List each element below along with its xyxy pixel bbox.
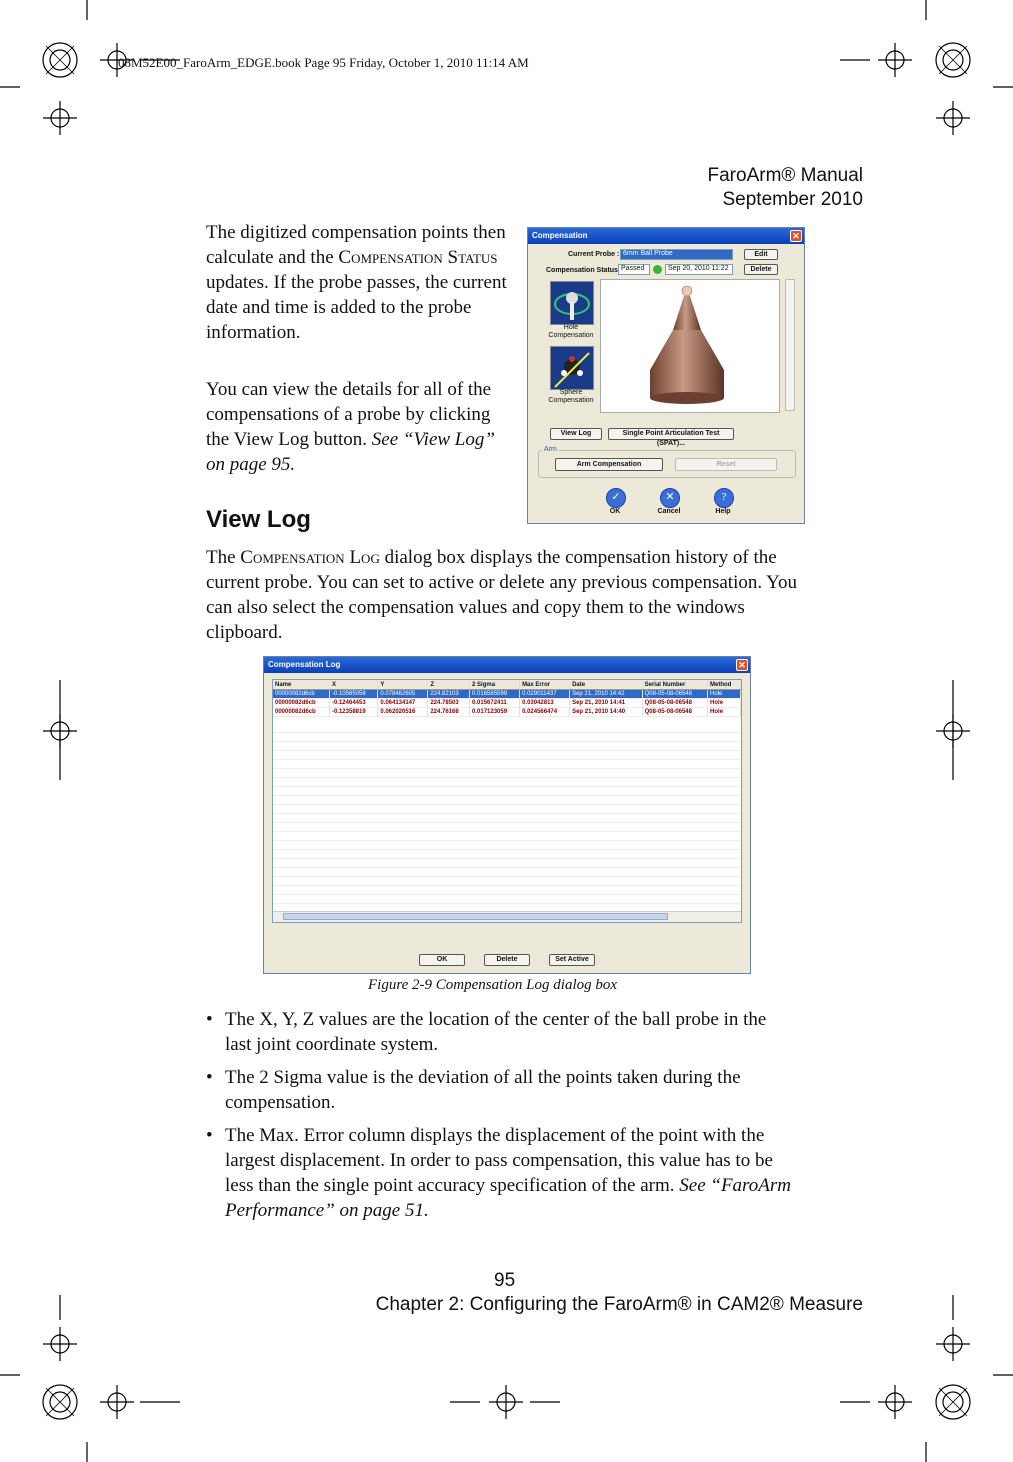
table-cell: Q08-05-08-06548 [642, 708, 707, 717]
col-serial-number[interactable]: Serial Number [642, 680, 707, 690]
col-max-error[interactable]: Max Error [520, 680, 570, 690]
table-cell: 0.017123059 [470, 708, 520, 717]
probe-3d-view [600, 279, 780, 413]
hole-compensation-label: Hole Compensation [548, 324, 594, 339]
table-cell: 0.029011437 [520, 690, 570, 699]
arm-group-label: Arm [544, 446, 557, 453]
status-date-field: Sep 20, 2010 11:22 [665, 264, 733, 275]
table-cell: 0.078462605 [378, 690, 428, 699]
chapter-footer: Chapter 2: Configuring the FaroArm® in CAM2® Measure [375, 1294, 863, 1315]
log-table-container [272, 679, 742, 923]
horizontal-scrollbar[interactable] [273, 911, 741, 922]
table-cell: -0.12464453 [329, 699, 377, 708]
table-cell: 00000082d6cb [273, 699, 329, 708]
view-log-button[interactable]: View Log [550, 428, 602, 440]
col-date[interactable]: Date [570, 680, 643, 690]
current-probe-label: Current Probe : [568, 251, 620, 258]
col-x[interactable]: X [329, 680, 377, 690]
delete-button[interactable]: Delete [484, 954, 530, 966]
ok-check-icon[interactable]: ✓ [606, 488, 626, 508]
book-info-line: 08M52E00_FaroArm_EDGE.book Page 95 Friday, October 1, 2010 11:14 AM [118, 55, 529, 70]
cancel-x-icon[interactable]: ✕ [660, 488, 680, 508]
status-indicator-icon [653, 265, 662, 274]
table-cell: 0.015672411 [470, 699, 520, 708]
intro-paragraph-1: The digitized compensation points then calculate and the Compensation Status updates. If the probe passes, the current date and time is added to the probe information. [206, 222, 507, 343]
table-cell: Hole [708, 690, 741, 699]
figure-caption: Figure 2-9 Compensation Log dialog box [368, 977, 618, 993]
table-cell: 0.03042813 [520, 699, 570, 708]
spat-button[interactable]: Single Point Articulation Test (SPAT)... [608, 428, 734, 440]
col-name[interactable]: Name [273, 680, 329, 690]
compensation-status-label: Compensation Status [546, 267, 618, 274]
compensation-dialog [527, 227, 805, 524]
help-label[interactable]: Help [715, 508, 731, 515]
table-row[interactable] [273, 690, 741, 699]
log-titlebar: Compensation Log ✕ [264, 657, 750, 673]
table-cell: 0.024566474 [520, 708, 570, 717]
bullet-icon: • [206, 1009, 213, 1030]
set-active-button[interactable]: Set Active [549, 954, 595, 966]
close-icon[interactable]: ✕ [736, 659, 748, 671]
probe-view-scrollbar[interactable] [785, 279, 795, 411]
status-field: Passed [618, 264, 650, 275]
scrollbar-thumb[interactable] [283, 913, 668, 920]
close-icon[interactable]: ✕ [790, 230, 802, 242]
header-date: September 2010 [722, 189, 863, 210]
col-y[interactable]: Y [378, 680, 428, 690]
bullet-icon: • [206, 1125, 213, 1146]
table-cell: 224.82103 [428, 690, 470, 699]
header-title: FaroArm® Manual [707, 165, 863, 186]
table-cell: -0.10565058 [329, 690, 377, 699]
page-number: 95 [494, 1270, 516, 1291]
table-cell: Sep 21, 2010 14:42 [570, 690, 643, 699]
hole-compensation-icon[interactable] [550, 281, 594, 325]
table-cell: 0.062020516 [378, 708, 428, 717]
table-cell: Sep 21, 2010 14:40 [570, 708, 643, 717]
bullet-item: • The X, Y, Z values are the location of the center of the ball probe in the last joint coordinate system. [206, 1009, 767, 1055]
sphere-compensation-icon[interactable] [550, 346, 594, 390]
current-probe-select[interactable]: 6mm Ball Probe [620, 249, 733, 260]
arm-compensation-button[interactable]: Arm Compensation [555, 458, 663, 471]
col-2-sigma[interactable]: 2 Sigma [470, 680, 520, 690]
bullet-item: • The Max. Error column displays the displacement of the point with the largest displacement. In order to pass compensation, this value has to be less than the single point accuracy specification of the arm. See “FaroArm Performance” on page 51. [206, 1125, 791, 1221]
col-z[interactable]: Z [428, 680, 470, 690]
table-cell: 0.016585599 [470, 690, 520, 699]
table-cell: Q08-05-08-06548 [642, 699, 707, 708]
reset-button: Reset [675, 458, 777, 471]
log-table-header [273, 680, 741, 690]
table-cell: 224.76168 [428, 708, 470, 717]
table-cell: 0.064134147 [378, 699, 428, 708]
col-method[interactable]: Method [708, 680, 741, 690]
sphere-compensation-label: Sphere Compensation [548, 389, 594, 404]
help-question-icon[interactable]: ? [714, 488, 734, 508]
table-cell: Hole [708, 699, 741, 708]
edit-button[interactable]: Edit [744, 249, 778, 260]
table-row[interactable] [273, 708, 741, 717]
table-row[interactable] [273, 699, 741, 708]
empty-grid [273, 724, 741, 910]
compensation-titlebar: Compensation ✕ [528, 228, 804, 244]
compensation-log-dialog [263, 656, 751, 974]
table-cell: 00000082d6cb [273, 708, 329, 717]
bullet-icon: • [206, 1067, 213, 1088]
table-cell: 00000082d6cb [273, 690, 329, 699]
table-cell: Q08-05-08-06548 [642, 690, 707, 699]
bullet-item: • The 2 Sigma value is the deviation of all the points taken during the compensation. [206, 1067, 741, 1113]
table-cell: Hole [708, 708, 741, 717]
delete-button[interactable]: Delete [744, 264, 778, 275]
view-log-paragraph: The Compensation Log dialog box displays the compensation history of the current probe. You can set to active or delete any previous compensation. You can also select the compensation values and copy them to the windows clipboard. [206, 547, 797, 643]
section-heading: View Log [206, 506, 311, 533]
ok-button[interactable]: OK [419, 954, 465, 966]
log-table [273, 680, 741, 717]
intro-paragraph-2: You can view the details for all of the compensations of a probe by clicking the View Log button. See “View Log” on page 95. [206, 379, 495, 475]
table-cell: -0.12358819 [329, 708, 377, 717]
table-cell: 224.78503 [428, 699, 470, 708]
table-cell: Sep 21, 2010 14:41 [570, 699, 643, 708]
ok-label[interactable]: OK [609, 508, 621, 515]
cancel-label[interactable]: Cancel [657, 508, 681, 515]
header [708, 164, 864, 212]
